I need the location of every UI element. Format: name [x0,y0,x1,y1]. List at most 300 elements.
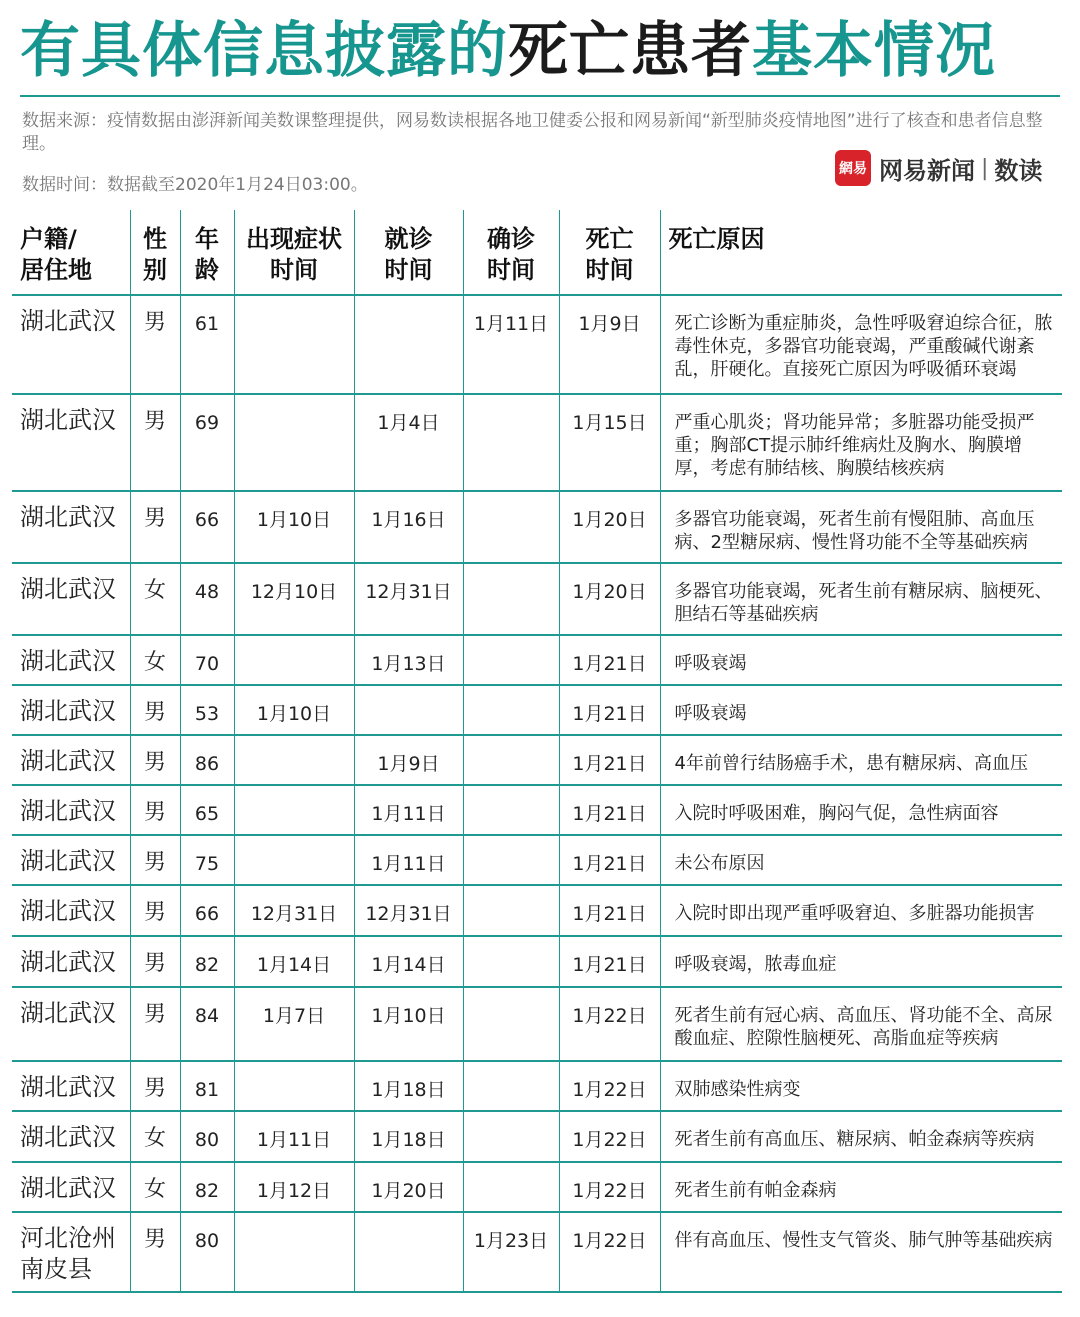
cell-onset-time [234,635,354,685]
cell-death-cause-text: 未公布原因 [674,853,765,874]
cell-death-time [559,885,660,936]
cell-death-cause-text: 严重心肌炎；肾功能异常；多脏器功能受损严重；胸部CT提示肺纤维病灶及胸水、胸膜增厚，考虑有肺结核、胸膜结核疾病 [674,412,1035,479]
cell-residence [12,563,130,635]
cell-death-cause-text: 双肺感染性病变 [674,1079,801,1100]
cell-onset-time [234,936,354,987]
header-line: 就诊 [384,225,433,253]
cell-residence-text: 湖北武汉 [20,1123,116,1151]
cell-confirm-time [463,295,559,394]
page-title [20,14,1065,88]
cell-death-time [559,735,660,785]
table-header-row [12,210,1062,295]
header-line: 时间 [270,256,318,284]
title-divider [20,95,1060,97]
title-part-1: 有具体信息披露的 [20,16,508,86]
header-residence [12,210,130,295]
cell-onset-time-text [235,636,354,652]
cell-visit-time [354,735,463,785]
cell-death-cause [660,936,1062,987]
cell-death-cause [660,1061,1062,1111]
cell-age-text: 66 [194,903,220,925]
header-death-time [559,210,660,295]
cell-onset-time [234,835,354,885]
cell-death-cause-text: 伴有高血压、慢性支气管炎、肺气肿等基础疾病 [674,1230,1053,1251]
cell-death-time [559,563,660,635]
cell-age-text: 75 [194,853,220,875]
cell-confirm-time [463,563,559,635]
cell-confirm-time [463,936,559,987]
cell-age-text: 82 [194,954,220,976]
cell-death-time [559,1061,660,1111]
header-line: 出现症状 [246,225,342,253]
cell-gender [130,1162,180,1212]
cell-death-time-text: 1月21日 [572,703,647,725]
cell-age [180,936,234,987]
table-row [12,1162,1062,1212]
cell-residence [12,491,130,563]
cell-death-cause-text: 入院时即出现严重呼吸窘迫、多脏器功能损害 [674,903,1035,924]
cell-confirm-time-text: 1月23日 [473,1230,549,1252]
cell-confirm-time-text [464,1062,559,1078]
cell-onset-time [234,885,354,936]
cell-death-time-text: 1月15日 [572,412,647,434]
cell-age-text: 69 [194,412,220,434]
cell-confirm-time-text [464,1112,559,1128]
cell-age [180,635,234,685]
cell-death-time [559,1162,660,1212]
cell-visit-time [354,563,463,635]
cell-visit-time [354,987,463,1061]
cell-residence-text: 湖北武汉 [20,575,116,603]
logo-subtext: 数读 [994,156,1043,185]
cell-residence-text: 湖北武汉 [20,647,116,675]
data-source-note: 数据来源：疫情数据由澎湃新闻美数课整理提供，网易数读根据各地卫健委公报和网易新闻“新型肺炎疫情地图”进行了核查和患者信息整理。 [22,111,1043,154]
cell-death-cause-text: 死者生前有高血压、糖尿病、帕金森病等疾病 [674,1129,1035,1150]
cell-death-cause [660,394,1062,491]
cell-residence [12,936,130,987]
cell-visit-time-text: 1月16日 [371,509,446,531]
cell-residence [12,735,130,785]
cell-death-cause-text: 4年前曾行结肠癌手术，患有糖尿病、高血压 [674,753,1028,774]
table-row [12,1212,1062,1292]
cell-visit-time-text: 1月9日 [377,753,440,775]
cell-onset-time [234,491,354,563]
header-gender [130,210,180,295]
header-line: 别 [143,256,167,284]
cell-confirm-time [463,1162,559,1212]
cell-visit-time [354,936,463,987]
cell-onset-time-text [235,1213,354,1229]
cell-residence [12,685,130,735]
cell-confirm-time-text [464,786,559,802]
cell-residence [12,1162,130,1212]
cell-visit-time-text: 1月13日 [371,653,446,675]
cell-confirm-time-text [464,492,559,508]
cell-death-time [559,987,660,1061]
cell-residence-text: 湖北武汉 [20,897,116,925]
cell-death-cause-text: 入院时呼吸困难，胸闷气促，急性病面容 [674,803,999,824]
header-onset-time [234,210,354,295]
cell-onset-time [234,735,354,785]
cell-onset-time-text: 1月12日 [256,1180,332,1202]
cell-residence [12,394,130,491]
cell-confirm-time [463,1061,559,1111]
cell-age [180,835,234,885]
cell-age-text: 61 [194,313,220,335]
cell-death-cause [660,491,1062,563]
cell-confirm-time [463,1111,559,1162]
death-cases-table [12,210,1062,1293]
cell-residence [12,295,130,394]
cell-age-text: 86 [194,753,220,775]
cell-visit-time-text: 1月20日 [371,1180,446,1202]
cell-onset-time-text: 1月7日 [262,1005,326,1027]
cell-death-cause-text: 多器官功能衰竭，死者生前有糖尿病、脑梗死、胆结石等基础疾病 [674,581,1053,625]
cell-death-time [559,685,660,735]
cell-gender [130,295,180,394]
cell-residence-text: 湖北武汉 [20,847,116,875]
cell-gender [130,1061,180,1111]
cell-death-cause [660,1162,1062,1212]
cell-death-cause [660,885,1062,936]
header-death-cause [660,210,1062,295]
cell-visit-time-text: 1月18日 [371,1079,446,1101]
cell-onset-time [234,394,354,491]
cell-residence-text: 湖北武汉 [20,747,116,775]
cell-residence-text: 湖北武汉 [20,697,116,725]
cell-confirm-time [463,1212,559,1292]
cell-death-cause [660,785,1062,835]
cell-death-cause-text: 呼吸衰竭 [674,703,747,724]
cell-age-text: 80 [194,1230,220,1252]
cell-visit-time [354,1061,463,1111]
cell-onset-time-text [235,395,354,411]
cell-visit-time-text: 1月4日 [377,412,440,434]
cell-confirm-time-text [464,886,559,902]
cell-onset-time-text [235,836,354,852]
cell-residence-text: 湖北武汉 [20,503,116,531]
cell-age-text: 66 [194,509,220,531]
cell-onset-time-text: 1月11日 [256,1129,332,1151]
cell-age [180,885,234,936]
title-part-2: 死亡患者 [508,16,752,86]
cell-gender-text: 女 [143,650,166,675]
cell-death-cause [660,685,1062,735]
cell-confirm-time-text [464,937,559,953]
header-line: 时间 [384,256,433,284]
cell-gender-text: 男 [143,506,166,531]
cell-age-text: 70 [194,653,220,675]
cell-gender [130,735,180,785]
netease-badge-icon: 網易 [835,150,871,186]
cell-age [180,1061,234,1111]
cell-confirm-time-text [464,564,559,580]
cell-death-cause-text: 死者生前有帕金森病 [674,1180,837,1201]
cell-gender [130,1212,180,1292]
cell-residence [12,885,130,936]
cell-gender-text: 女 [143,578,166,603]
cell-residence [12,1212,130,1292]
cell-visit-time-text: 1月14日 [371,954,446,976]
cell-onset-time-text: 1月14日 [256,954,332,976]
cell-confirm-time [463,835,559,885]
cell-death-cause-text: 死亡诊断为重症肺炎，急性呼吸窘迫综合征，脓毒性休克，多器官功能衰竭，严重酸碱代谢紊乱，肝硬化。直接死亡原因为呼吸循环衰竭 [674,313,1053,380]
cell-death-cause [660,563,1062,635]
cell-residence-text: 湖北武汉 [20,307,116,335]
cell-visit-time [354,491,463,563]
cell-visit-time-text: 12月31日 [365,903,452,925]
cell-age-text: 82 [194,1180,220,1202]
cell-confirm-time [463,685,559,735]
table-row [12,885,1062,936]
cell-residence-text: 湖北武汉 [20,797,116,825]
cell-age-text: 81 [194,1079,220,1101]
header-line: 龄 [195,256,219,284]
cell-onset-time [234,1162,354,1212]
cell-confirm-time-text: 1月11日 [473,313,549,335]
cell-gender [130,1111,180,1162]
cell-gender-text: 男 [143,700,166,725]
header-line: 死亡 [585,225,634,253]
cell-age-text: 84 [194,1005,220,1027]
cell-visit-time [354,394,463,491]
cell-gender [130,635,180,685]
cell-death-cause [660,835,1062,885]
cell-onset-time-text: 12月10日 [250,581,338,603]
cell-gender-text: 男 [143,800,166,825]
cell-death-cause-text: 多器官功能衰竭，死者生前有慢阻肺、高血压病、2型糖尿病、慢性肾功能不全等基础疾病 [674,509,1035,553]
cell-residence [12,635,130,685]
cell-death-time-text: 1月22日 [572,1230,647,1252]
cell-residence [12,1061,130,1111]
header-line: 居住地 [20,256,92,284]
netease-logo [835,150,1042,186]
cell-gender-text: 男 [143,310,166,335]
cell-age [180,987,234,1061]
cell-death-time-text: 1月22日 [572,1129,647,1151]
cell-visit-time [354,1162,463,1212]
cell-onset-time-text [235,296,354,312]
cell-gender [130,987,180,1061]
cell-death-cause-text: 呼吸衰竭，脓毒血症 [674,954,837,975]
cell-death-time-text: 1月22日 [572,1005,647,1027]
cell-death-time [559,936,660,987]
cell-age-text: 80 [194,1129,220,1151]
cell-gender [130,835,180,885]
cell-death-time-text: 1月22日 [572,1180,647,1202]
cell-age [180,685,234,735]
table-row [12,785,1062,835]
cell-residence-text: 河北沧州南皮县 [20,1224,116,1283]
cell-age [180,1212,234,1292]
cell-onset-time [234,987,354,1061]
cell-death-cause [660,1212,1062,1292]
cell-age [180,785,234,835]
table-row [12,491,1062,563]
header-line: 时间 [487,256,535,284]
cell-visit-time [354,1212,463,1292]
cell-gender [130,685,180,735]
cell-death-time-text: 1月20日 [572,509,647,531]
cell-age [180,394,234,491]
cell-age [180,1111,234,1162]
cell-age [180,735,234,785]
cell-gender-text: 男 [143,900,166,925]
header-line: 确诊 [487,225,535,253]
cell-gender-text: 男 [143,1076,166,1101]
header-line: 户籍/ [20,225,77,253]
cell-confirm-time-text [464,736,559,752]
cell-onset-time-text [235,736,354,752]
table-row [12,295,1062,394]
cell-confirm-time [463,394,559,491]
cell-residence-text: 湖北武汉 [20,999,116,1027]
cell-visit-time-text: 1月10日 [371,1005,446,1027]
cell-onset-time [234,685,354,735]
cell-death-cause [660,635,1062,685]
cell-confirm-time [463,987,559,1061]
cell-gender-text: 男 [143,1002,166,1027]
cell-residence [12,835,130,885]
cell-confirm-time-text [464,836,559,852]
data-time-note: 数据时间：数据截至2020年1月24日03:00。 [22,175,368,195]
cell-gender-text: 男 [143,750,166,775]
cell-death-cause [660,987,1062,1061]
cell-visit-time [354,785,463,835]
cell-age [180,491,234,563]
cell-confirm-time-text [464,636,559,652]
table-row [12,394,1062,491]
cell-onset-time [234,1061,354,1111]
cell-death-time-text: 1月20日 [572,581,647,603]
cell-residence [12,987,130,1061]
cell-age [180,1162,234,1212]
cell-visit-time-text: 1月11日 [371,853,446,875]
cell-confirm-time [463,635,559,685]
cell-age-text: 48 [194,581,220,603]
cell-gender [130,563,180,635]
cell-gender [130,936,180,987]
logo-text: 网易新闻 [879,156,975,185]
cell-visit-time-text: 12月31日 [365,581,452,603]
cell-death-time [559,1111,660,1162]
cell-confirm-time [463,885,559,936]
table-row [12,835,1062,885]
cell-death-time-text: 1月22日 [572,1079,647,1101]
cell-visit-time-text [355,1213,463,1229]
cell-residence-text: 湖北武汉 [20,1073,116,1101]
cell-death-time-text: 1月9日 [578,313,641,335]
table-row [12,1061,1062,1111]
cell-onset-time-text [235,1062,354,1078]
cell-visit-time [354,635,463,685]
cell-death-time [559,394,660,491]
cell-residence-text: 湖北武汉 [20,948,116,976]
cell-visit-time [354,885,463,936]
header-line: 性 [143,225,167,253]
cell-residence-text: 湖北武汉 [20,406,116,434]
cell-onset-time [234,785,354,835]
cell-onset-time [234,1111,354,1162]
cell-death-cause-text: 呼吸衰竭 [674,653,747,674]
cell-confirm-time [463,785,559,835]
header-line: 死亡原因 [668,225,765,253]
cell-residence-text: 湖北武汉 [20,1174,116,1202]
cell-death-time-text: 1月21日 [572,853,647,875]
cell-onset-time [234,563,354,635]
cell-onset-time-text: 1月10日 [256,703,332,725]
cell-onset-time-text: 12月31日 [250,903,338,925]
cell-death-cause [660,295,1062,394]
cell-death-time [559,491,660,563]
cell-age-text: 65 [194,803,220,825]
cell-confirm-time-text [464,686,559,702]
header-visit-time [354,210,463,295]
cell-gender-text: 女 [143,1126,166,1151]
cell-death-cause [660,1111,1062,1162]
cell-death-time-text: 1月21日 [572,954,647,976]
cell-confirm-time-text [464,1163,559,1179]
cell-gender [130,491,180,563]
cell-death-time [559,1212,660,1292]
cell-confirm-time-text [464,988,559,1004]
cell-death-time-text: 1月21日 [572,903,647,925]
cell-visit-time-text [355,296,463,312]
cell-death-time-text: 1月21日 [572,803,647,825]
cell-gender-text: 女 [143,1177,166,1202]
cell-visit-time [354,835,463,885]
cell-confirm-time [463,735,559,785]
cell-confirm-time [463,491,559,563]
cell-death-time-text: 1月21日 [572,753,647,775]
cell-visit-time-text: 1月11日 [371,803,446,825]
header-age [180,210,234,295]
cell-onset-time [234,295,354,394]
table-row [12,987,1062,1061]
header-line: 年 [195,225,219,253]
cell-death-time-text: 1月21日 [572,653,647,675]
table-row [12,635,1062,685]
cell-gender-text: 男 [143,850,166,875]
cell-visit-time-text [355,686,463,702]
table-row [12,936,1062,987]
cell-death-time [559,635,660,685]
cell-residence [12,785,130,835]
cell-gender-text: 男 [143,409,166,434]
cell-gender [130,394,180,491]
cell-death-time [559,295,660,394]
cell-visit-time [354,1111,463,1162]
table-row [12,735,1062,785]
cell-death-cause-text: 死者生前有冠心病、高血压、肾功能不全、高尿酸血症、腔隙性脑梗死、高脂血症等疾病 [674,1005,1053,1049]
cell-residence [12,1111,130,1162]
cell-onset-time [234,1212,354,1292]
logo-separator: | [981,155,989,181]
cell-gender-text: 男 [143,1227,166,1252]
table-row [12,1111,1062,1162]
cell-visit-time-text: 1月18日 [371,1129,446,1151]
cell-death-time [559,835,660,885]
cell-visit-time [354,295,463,394]
cell-onset-time-text [235,786,354,802]
table-row [12,685,1062,735]
header-line: 时间 [585,256,634,284]
table-body [12,295,1062,1292]
cell-death-cause [660,735,1062,785]
cell-gender-text: 男 [143,951,166,976]
cell-gender [130,785,180,835]
cell-onset-time-text: 1月10日 [256,509,332,531]
